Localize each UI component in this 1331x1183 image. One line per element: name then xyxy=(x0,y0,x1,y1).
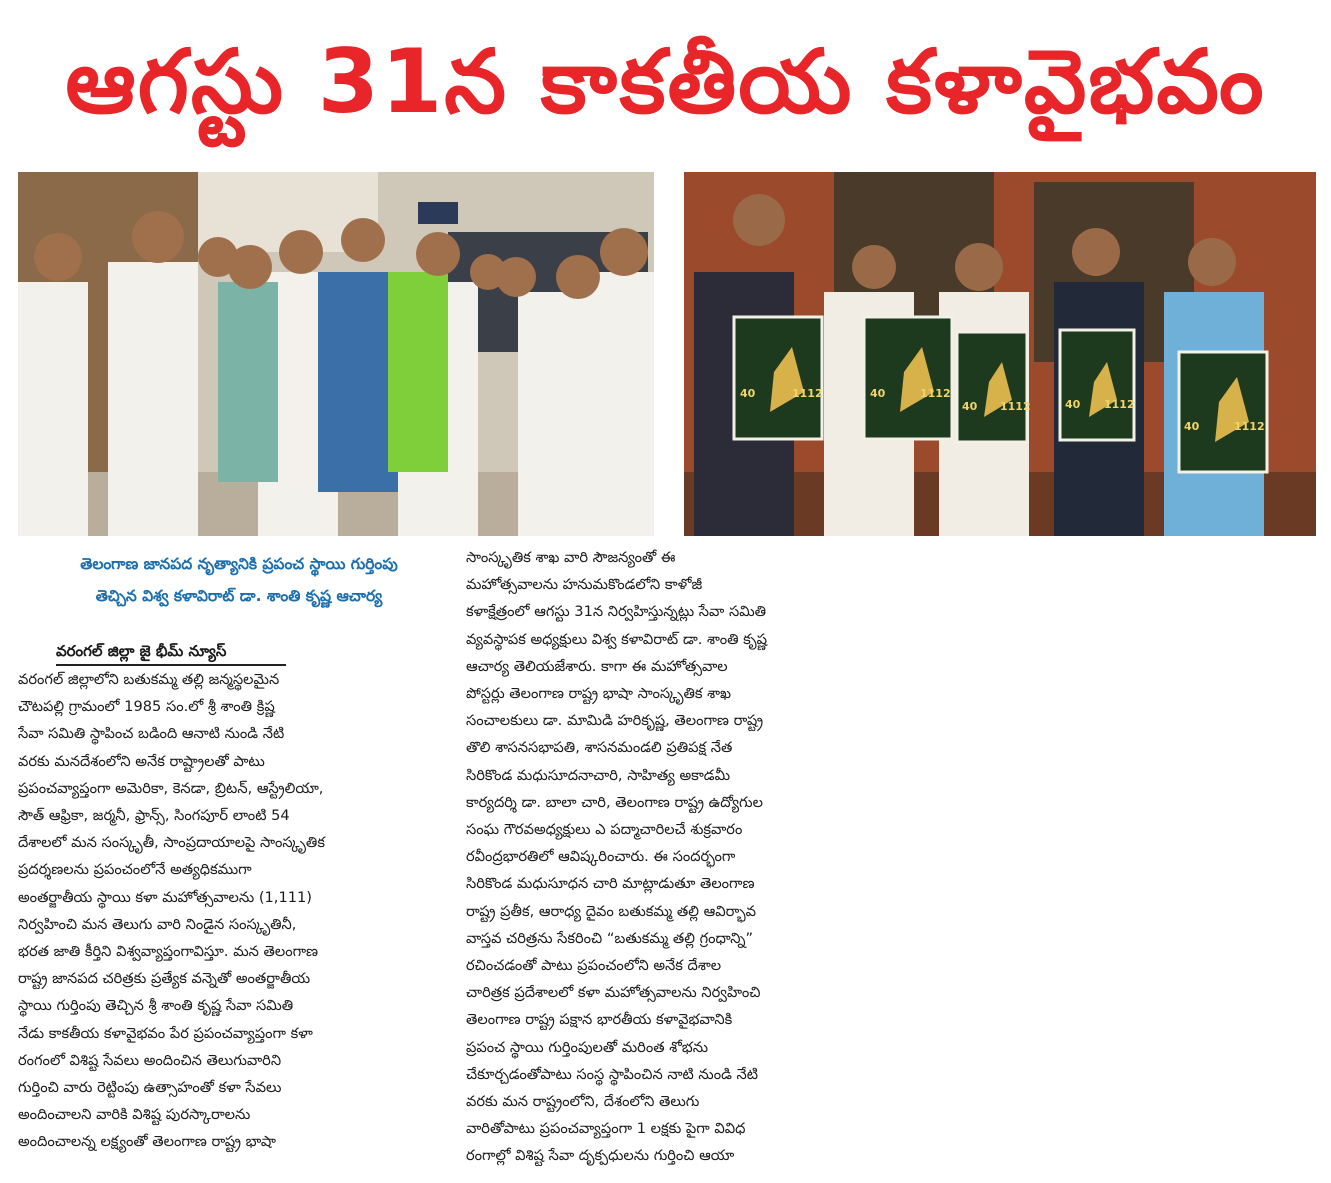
text-line: నేడు కాకతీయ కళావైభవం పేర ప్రపంచవ్యాప్తంగా కళా xyxy=(18,1024,313,1042)
text-line: అంతర్జాతీయ స్థాయి కళా మహోత్సవాలను (1,111) xyxy=(18,888,312,906)
text-line: సాంస్కృతిక శాఖ వారి సౌజన్యంతో ఈ xyxy=(466,549,676,566)
text-line: కార్యదర్శి డా. బాలా చారి, తెలంగాణ రాష్ట్ర ఉద్యోగుల xyxy=(466,793,763,811)
text-line: అందించాలని వారికి విశిష్ట పురస్కారాలను xyxy=(18,1106,251,1124)
text-line: ప్రపంచ స్థాయి గుర్తింపులతో మరింత శోభను xyxy=(466,1038,709,1056)
caption-line: తెలంగాణ జానపద నృత్యానికి ప్రపంచ స్థాయి గుర్తింపు xyxy=(80,555,398,573)
article-column-2 xyxy=(466,544,870,1170)
text-line: చౌటపల్లి గ్రామంలో 1985 సం.లో శ్రీ శాంతి క్రిష్ణ xyxy=(18,698,275,716)
text-line: ఆచార్య తెలియజేశారు. కాగా ఈ మహోత్సవాల xyxy=(466,657,728,675)
group-photo-left xyxy=(18,172,654,536)
poster-number: 1112 xyxy=(1000,400,1031,413)
poster-number: 40 xyxy=(1065,398,1081,411)
headline: ఆగస్టు 31న కాకతీయ కళావైభవం xyxy=(65,30,1266,133)
text-line: స్థాయి గుర్తింపు తెచ్చిన శ్రీ శాంతి కృష్ణ సేవా సమితి xyxy=(18,997,294,1015)
text-line: పోస్టర్లు తెలంగాణ రాష్ట్ర భాషా సాంస్కృతిక శాఖ xyxy=(466,685,731,703)
text-line: వరంగల్ జిల్లాలోని బతుకమ్మ తల్లి జన్మస్థలమైన xyxy=(18,671,280,688)
text-line: రచించడంతో పాటు ప్రపంచంలోని అనేక దేశాల xyxy=(466,957,722,975)
text-line: సంఘ గౌరవఅధ్యక్షులు ఎ పద్మాచారిలచే శుక్రవారం xyxy=(466,821,743,839)
article-column-1 xyxy=(18,666,458,1156)
text-line: వ్యవస్థాపక అధ్యక్షులు విశ్వ కళావిరాట్ డా. శాంతి కృష్ణ xyxy=(466,630,768,648)
photo-caption xyxy=(18,548,460,620)
text-line: సౌత్ ఆఫ్రికా, జర్మనీ, ఫ్రాన్స్, సింగపూర్ లాంటి 54 xyxy=(18,807,290,825)
poster-number: 1112 xyxy=(1104,398,1135,411)
text-line: ప్రదర్శణలను ప్రపంచంలోనే అత్యధికముగా xyxy=(18,861,252,879)
text-line: రవీంద్రభారతిలో ఆవిష్కరించారు. ఈ సందర్భంగా xyxy=(466,848,736,866)
poster-release-photo xyxy=(684,172,1316,536)
poster-number: 1112 xyxy=(920,387,951,400)
text-line: సిరికొండ మధుసూధన చారి మాట్లాడుతూ తెలంగాణ xyxy=(466,875,755,893)
text-line: కళాక్షేత్రంలో ఆగస్టు 31న నిర్వహిస్తున్నట్లు సేవా సమితి xyxy=(466,603,767,621)
text-line: వరకు మన రాష్ట్రంలోని, దేశంలోని తెలుగు xyxy=(466,1093,700,1111)
text-line: ప్రపంచవ్యాప్తంగా అమెరికా, కెనడా, బ్రిటన్, ఆస్ట్రేలియా, xyxy=(18,779,324,797)
text-line: సంచాలకులు డా. మామిడి హరికృష్ణ, తెలంగాణ రాష్ట్ర xyxy=(466,712,764,730)
text-line: నిర్వహించి మన తెలుగు వారి నిండైన సంస్కృతినీ, xyxy=(18,915,297,933)
text-line: మహోత్సవాలను హనుమకొండలోని కాళోజీ xyxy=(466,576,703,594)
text-line: భరత జాతి కీర్తిని విశ్వవ్యాప్తంగావిస్తూ. మన తెలంగాణ xyxy=(18,943,319,961)
text-line: రంగంలో విశిష్ట సేవలు అందించిన తెలుగువారిని xyxy=(18,1051,282,1069)
poster-number: 40 xyxy=(870,387,886,400)
text-line: రంగాల్లో విశిష్ట సేవా దృక్పధులను గుర్తించి ఆయా xyxy=(466,1147,735,1165)
poster-number: 1112 xyxy=(1234,420,1265,433)
text-line: దేశాలలో మన సంస్కృతీ, సాంప్రదాయాలపై సాంస్కృతిక xyxy=(18,834,325,852)
text-line: వరకు మనదేశంలోని అనేక రాష్ట్రాలతో పాటు xyxy=(18,752,265,770)
poster-number: 40 xyxy=(1184,420,1200,433)
text-line: రాష్ట్ర జానపద చరిత్రకు ప్రత్యేక వన్నెతో అంతర్జాతీయ xyxy=(18,970,311,988)
byline: వరంగల్ జిల్లా జై భీమ్ న్యూస్ xyxy=(56,638,286,666)
text-line: గుర్తించి వారు రెట్టింపు ఉత్సాహంతో కళా సేవలు xyxy=(18,1079,282,1097)
poster-number: 40 xyxy=(740,387,756,400)
text-line: సేవా సమితి స్థాపించ బడింది ఆనాటి నుండి నేటి xyxy=(18,725,285,743)
text-line: వాస్తవ చరిత్రను సేకరించి “బతుకమ్మ తల్లి గ్రంధాన్ని” xyxy=(466,929,754,947)
text-line: సిరికొండ మధుసూదనాచారి, సాహిత్య అకాడమీ xyxy=(466,766,731,784)
text-line: అందించాలన్న లక్ష్యంతో తెలంగాణ రాష్ట్ర భాషా xyxy=(18,1133,276,1151)
text-line: వారితోపాటు ప్రపంచవ్యాప్తంగా 1 లక్షకు పైగా వివిధ xyxy=(466,1120,746,1138)
poster-number: 1112 xyxy=(792,387,823,400)
text-line: చేకూర్చడంతోపాటు సంస్థ స్థాపించిన నాటి నుండి నేటి xyxy=(466,1065,759,1083)
text-line: చారిత్రక ప్రదేశాలలో కళా మహోత్సవాలను నిర్వహించి xyxy=(466,984,761,1002)
text-line: రాష్ట్ర ప్రతీక, ఆరాధ్య దైవం బతుకమ్మ తల్లి ఆవిర్భావ xyxy=(466,902,757,920)
text-line: తొలి శాసనసభాపతి, శాసనమండలి ప్రతిపక్ష నేత xyxy=(466,739,733,757)
poster-number: 40 xyxy=(962,400,978,413)
text-line: తెలంగాణ రాష్ట్ర పక్షాన భారతీయ కళావైభవానికి xyxy=(466,1011,733,1029)
caption-line: తెచ్చిన విశ్వ కళావిరాట్ డా. శాంతి కృష్ణ ఆచార్య xyxy=(95,587,383,605)
